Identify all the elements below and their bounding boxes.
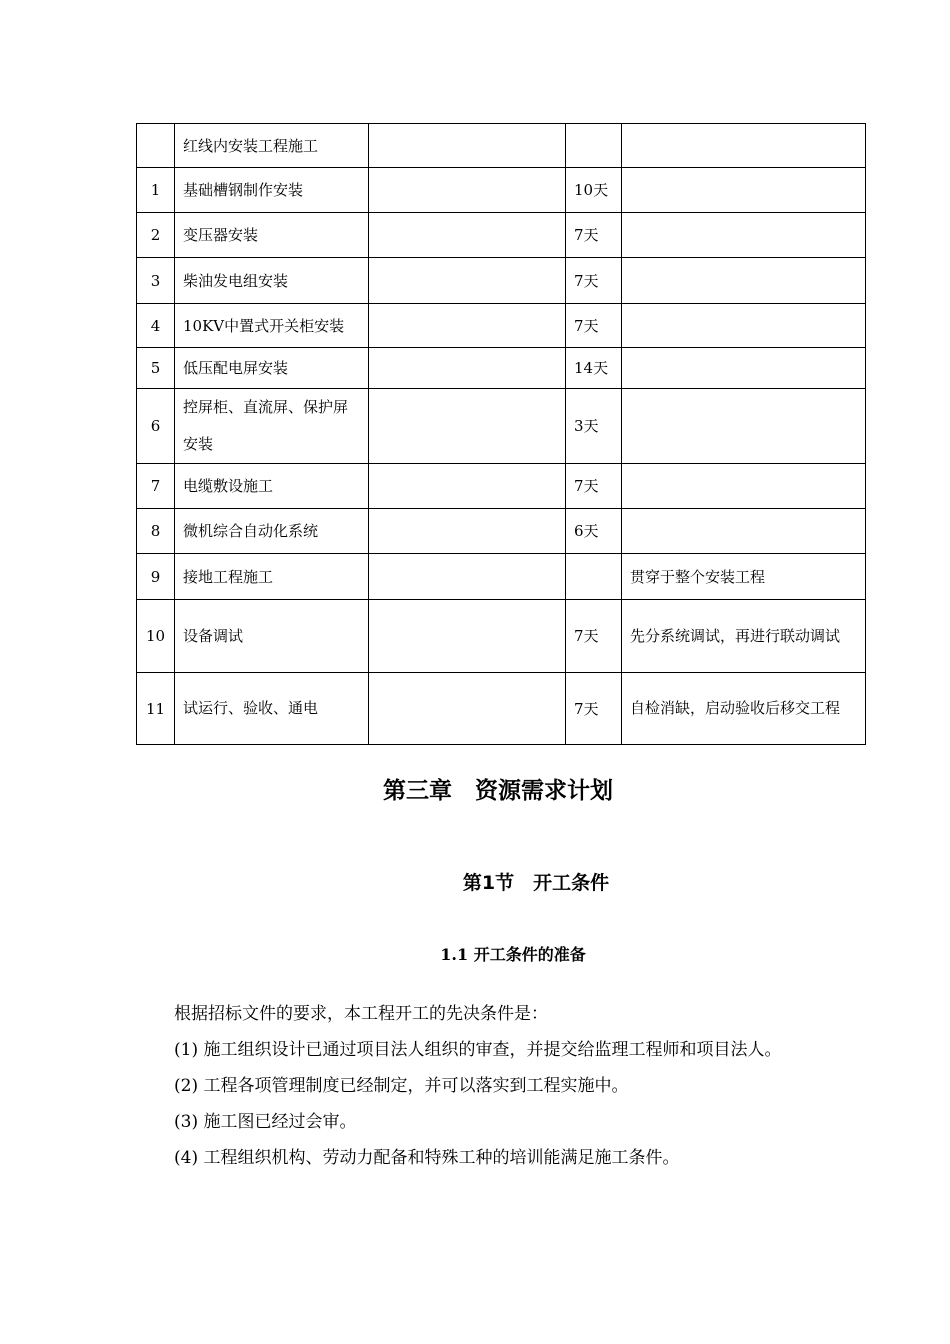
remark xyxy=(622,168,866,213)
remark: 先分系统调试，再进行联动调试 xyxy=(622,600,866,673)
paragraph-condition-4: (4) 工程组织机构、劳动力配备和特殊工种的培训能满足施工条件。 xyxy=(174,1148,680,1168)
body-text xyxy=(174,996,874,1176)
blank-cell xyxy=(369,258,566,304)
table-row xyxy=(137,389,866,464)
table-row xyxy=(137,554,866,600)
chapter-title: 第三章 资源需求计划 xyxy=(383,778,613,804)
table-row xyxy=(137,464,866,509)
item-name: 电缆敷设施工 xyxy=(175,464,369,509)
table-row xyxy=(137,600,866,673)
table-row xyxy=(137,213,866,258)
blank-cell xyxy=(369,509,566,554)
subsection-heading xyxy=(0,942,950,965)
remark xyxy=(622,213,866,258)
table-row xyxy=(137,124,866,168)
item-name: 变压器安装 xyxy=(175,213,369,258)
row-number: 1 xyxy=(137,168,175,213)
row-number: 7 xyxy=(137,464,175,509)
table-row xyxy=(137,348,866,389)
blank-cell xyxy=(369,304,566,348)
blank-cell xyxy=(369,600,566,673)
remark: 自检消缺，启动验收后移交工程 xyxy=(622,673,866,745)
table-row xyxy=(137,258,866,304)
blank-cell xyxy=(369,213,566,258)
table-row xyxy=(137,509,866,554)
remark xyxy=(622,509,866,554)
paragraph-condition-2: (2) 工程各项管理制度已经制定，并可以落实到工程实施中。 xyxy=(174,1076,629,1096)
duration: 6天 xyxy=(566,509,622,554)
duration: 3天 xyxy=(566,389,622,464)
blank-cell xyxy=(369,554,566,600)
item-name: 控屏柜、直流屏、保护屏安装 xyxy=(175,389,369,464)
row-number: 3 xyxy=(137,258,175,304)
item-name: 接地工程施工 xyxy=(175,554,369,600)
duration xyxy=(566,554,622,600)
blank-cell xyxy=(369,673,566,745)
blank-cell xyxy=(369,348,566,389)
item-name: 柴油发电组安装 xyxy=(175,258,369,304)
blank-cell xyxy=(369,124,566,168)
row-number: 4 xyxy=(137,304,175,348)
subsection-number: 1.1 xyxy=(440,945,469,964)
blank-cell xyxy=(369,464,566,509)
paragraph-intro: 根据招标文件的要求，本工程开工的先决条件是： xyxy=(174,1004,548,1024)
duration: 7天 xyxy=(566,304,622,348)
remark xyxy=(622,258,866,304)
remark xyxy=(622,304,866,348)
duration: 7天 xyxy=(566,600,622,673)
item-name: 10KV中置式开关柜安装 xyxy=(175,304,369,348)
duration: 14天 xyxy=(566,348,622,389)
row-number: 6 xyxy=(137,389,175,464)
paragraph-condition-3: (3) 施工图已经过会审。 xyxy=(174,1112,357,1132)
row-number: 8 xyxy=(137,509,175,554)
item-name: 低压配电屏安装 xyxy=(175,348,369,389)
item-name: 微机综合自动化系统 xyxy=(175,509,369,554)
remark xyxy=(622,464,866,509)
blank-cell xyxy=(369,389,566,464)
row-number: 10 xyxy=(137,600,175,673)
duration: 7天 xyxy=(566,464,622,509)
remark: 贯穿于整个安装工程 xyxy=(622,554,866,600)
duration xyxy=(566,124,622,168)
remark xyxy=(622,348,866,389)
section-title: 第1节 开工条件 xyxy=(462,872,610,894)
item-name: 基础槽钢制作安装 xyxy=(175,168,369,213)
construction-schedule-table xyxy=(136,123,866,745)
remark xyxy=(622,389,866,464)
table-row xyxy=(137,304,866,348)
table-row xyxy=(137,168,866,213)
remark xyxy=(622,124,866,168)
subsection-title: 开工条件的准备 xyxy=(473,945,586,964)
table-row xyxy=(137,673,866,745)
blank-cell xyxy=(369,168,566,213)
schedule-table-body xyxy=(137,124,866,745)
duration: 7天 xyxy=(566,258,622,304)
row-number: 5 xyxy=(137,348,175,389)
duration: 7天 xyxy=(566,673,622,745)
row-number: 11 xyxy=(137,673,175,745)
duration: 10天 xyxy=(566,168,622,213)
row-number: 9 xyxy=(137,554,175,600)
paragraph-condition-1: (1) 施工组织设计已通过项目法人组织的审查，并提交给监理工程师和项目法人。 xyxy=(174,1040,782,1060)
item-name: 试运行、验收、通电 xyxy=(175,673,369,745)
row-number: 2 xyxy=(137,213,175,258)
item-name: 红线内安装工程施工 xyxy=(175,124,369,168)
row-number xyxy=(137,124,175,168)
duration: 7天 xyxy=(566,213,622,258)
item-name: 设备调试 xyxy=(175,600,369,673)
